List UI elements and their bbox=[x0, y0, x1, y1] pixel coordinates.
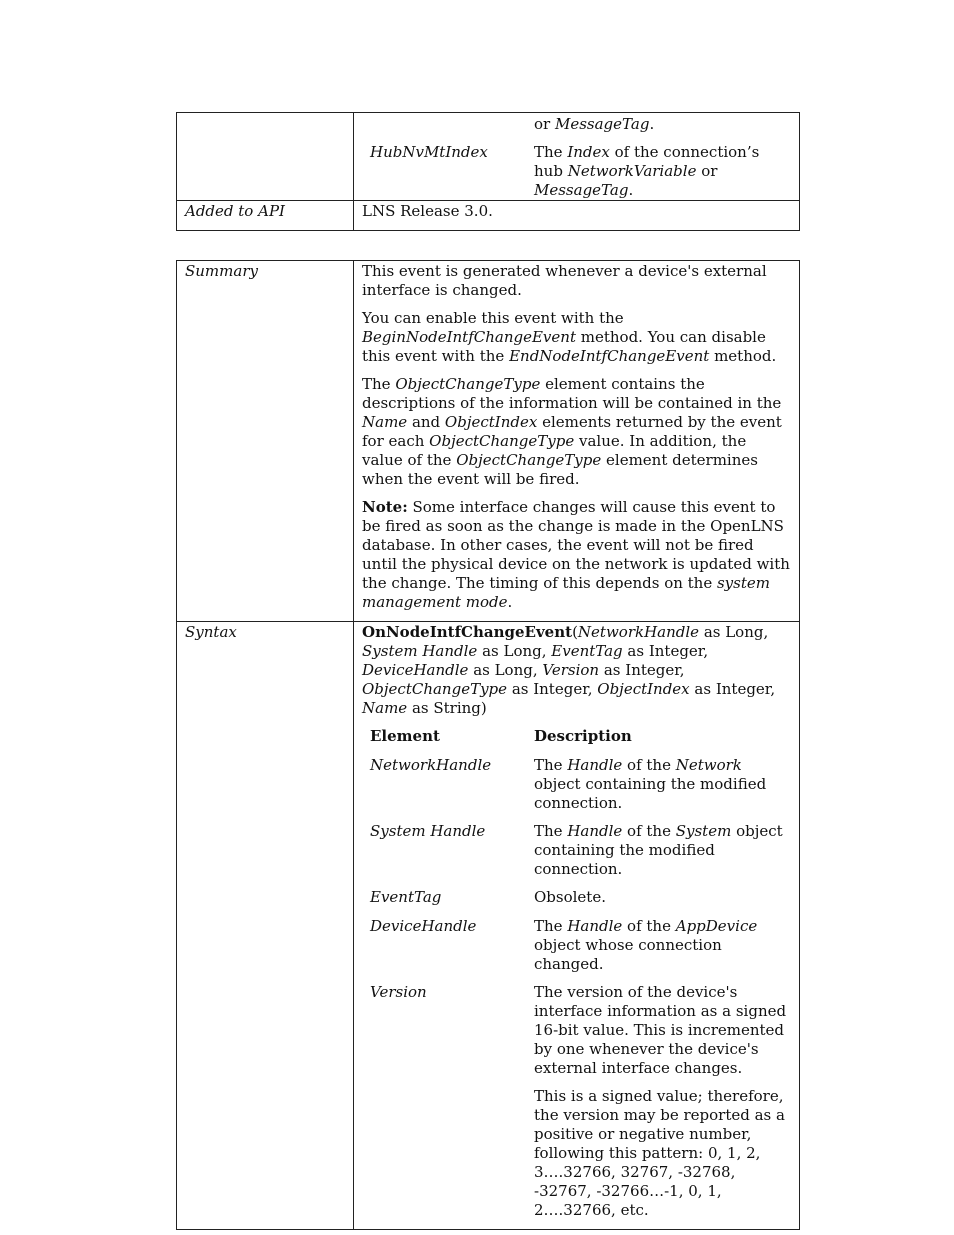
syntax-content bbox=[354, 622, 800, 1230]
element-description: The Handle of the Network object containing the modified connection. bbox=[534, 756, 767, 812]
table-row bbox=[177, 622, 800, 1230]
version-note: This is a signed value; therefore, the version may be reported as a positive or negative number, following this pattern: 0, 1, 2, 3….32766, 32767, -32768, -32767, -32766…-1, 0, 1, 2….32766, etc. bbox=[534, 1087, 785, 1219]
summary-paragraph: The ObjectChangeType element contains the descriptions of the information will be contained in the Name and ObjectIndex elements returned by the event for each ObjectChangeType value. In addition, the value of the ObjectChangeType element determines when the event will be fired. bbox=[362, 375, 782, 488]
element-description: The Index of the connection’s hub NetworkVariable or MessageTag. bbox=[534, 143, 760, 199]
table-row bbox=[177, 201, 800, 231]
event-table bbox=[176, 260, 800, 1230]
element-name: EventTag bbox=[370, 888, 442, 906]
syntax-signature: OnNodeIntfChangeEvent(NetworkHandle as Long, System Handle as Long, EventTag as Integer, DeviceHandle as Long, Version as Integer, ObjectChangeType as Integer, ObjectIndex as Integer, Name as String) bbox=[362, 623, 776, 717]
element-name: Version bbox=[370, 983, 427, 1001]
description-header: Description bbox=[534, 727, 632, 745]
summary-content bbox=[354, 261, 800, 622]
continuation-text: or MessageTag. bbox=[534, 115, 655, 133]
summary-paragraph: You can enable this event with the BeginNodeIntfChangeEvent method. You can disable this event with the EndNodeIntfChangeEvent method. bbox=[362, 309, 777, 365]
summary-paragraph: This event is generated whenever a device's external interface is changed. bbox=[362, 262, 767, 299]
element-description: The Handle of the AppDevice object whose connection changed. bbox=[534, 917, 758, 973]
element-description: The Handle of the System object containing the modified connection. bbox=[534, 822, 783, 878]
element-name: HubNvMtIndex bbox=[370, 143, 488, 161]
element-name: System Handle bbox=[370, 822, 486, 840]
summary-label: Summary bbox=[177, 261, 354, 622]
empty-label-cell bbox=[177, 113, 354, 201]
element-header: Element bbox=[370, 727, 440, 745]
row-value: LNS Release 3.0. bbox=[354, 201, 800, 231]
syntax-label: Syntax bbox=[177, 622, 354, 1230]
element-name: NetworkHandle bbox=[370, 756, 492, 774]
note-paragraph: Note: Some interface changes will cause this event to be fired as soon as the change is made in the OpenLNS database. In other cases, the event will not be fired until the physical device on the network is updated with the change. The timing of this depends on the system management mode. bbox=[362, 498, 790, 611]
element-description: Obsolete. bbox=[534, 888, 606, 906]
element-name: DeviceHandle bbox=[370, 917, 477, 935]
table-row bbox=[177, 261, 800, 622]
table-row bbox=[177, 113, 800, 201]
element-description: The version of the device's interface information as a signed 16-bit value. This is incremented by one whenever the device's external interface changes. This is a signed value; therefore, the version may be reported as a positive or negative number, following this pattern: 0, 1, 2, 3….32766, 32767, -32768, -32767, -32766…-1, 0, 1, 2….32766, etc. bbox=[534, 983, 791, 1220]
content-cell bbox=[354, 113, 800, 201]
row-label: Added to API bbox=[177, 201, 354, 231]
continuation-table bbox=[176, 112, 800, 231]
element-table bbox=[362, 727, 791, 1220]
